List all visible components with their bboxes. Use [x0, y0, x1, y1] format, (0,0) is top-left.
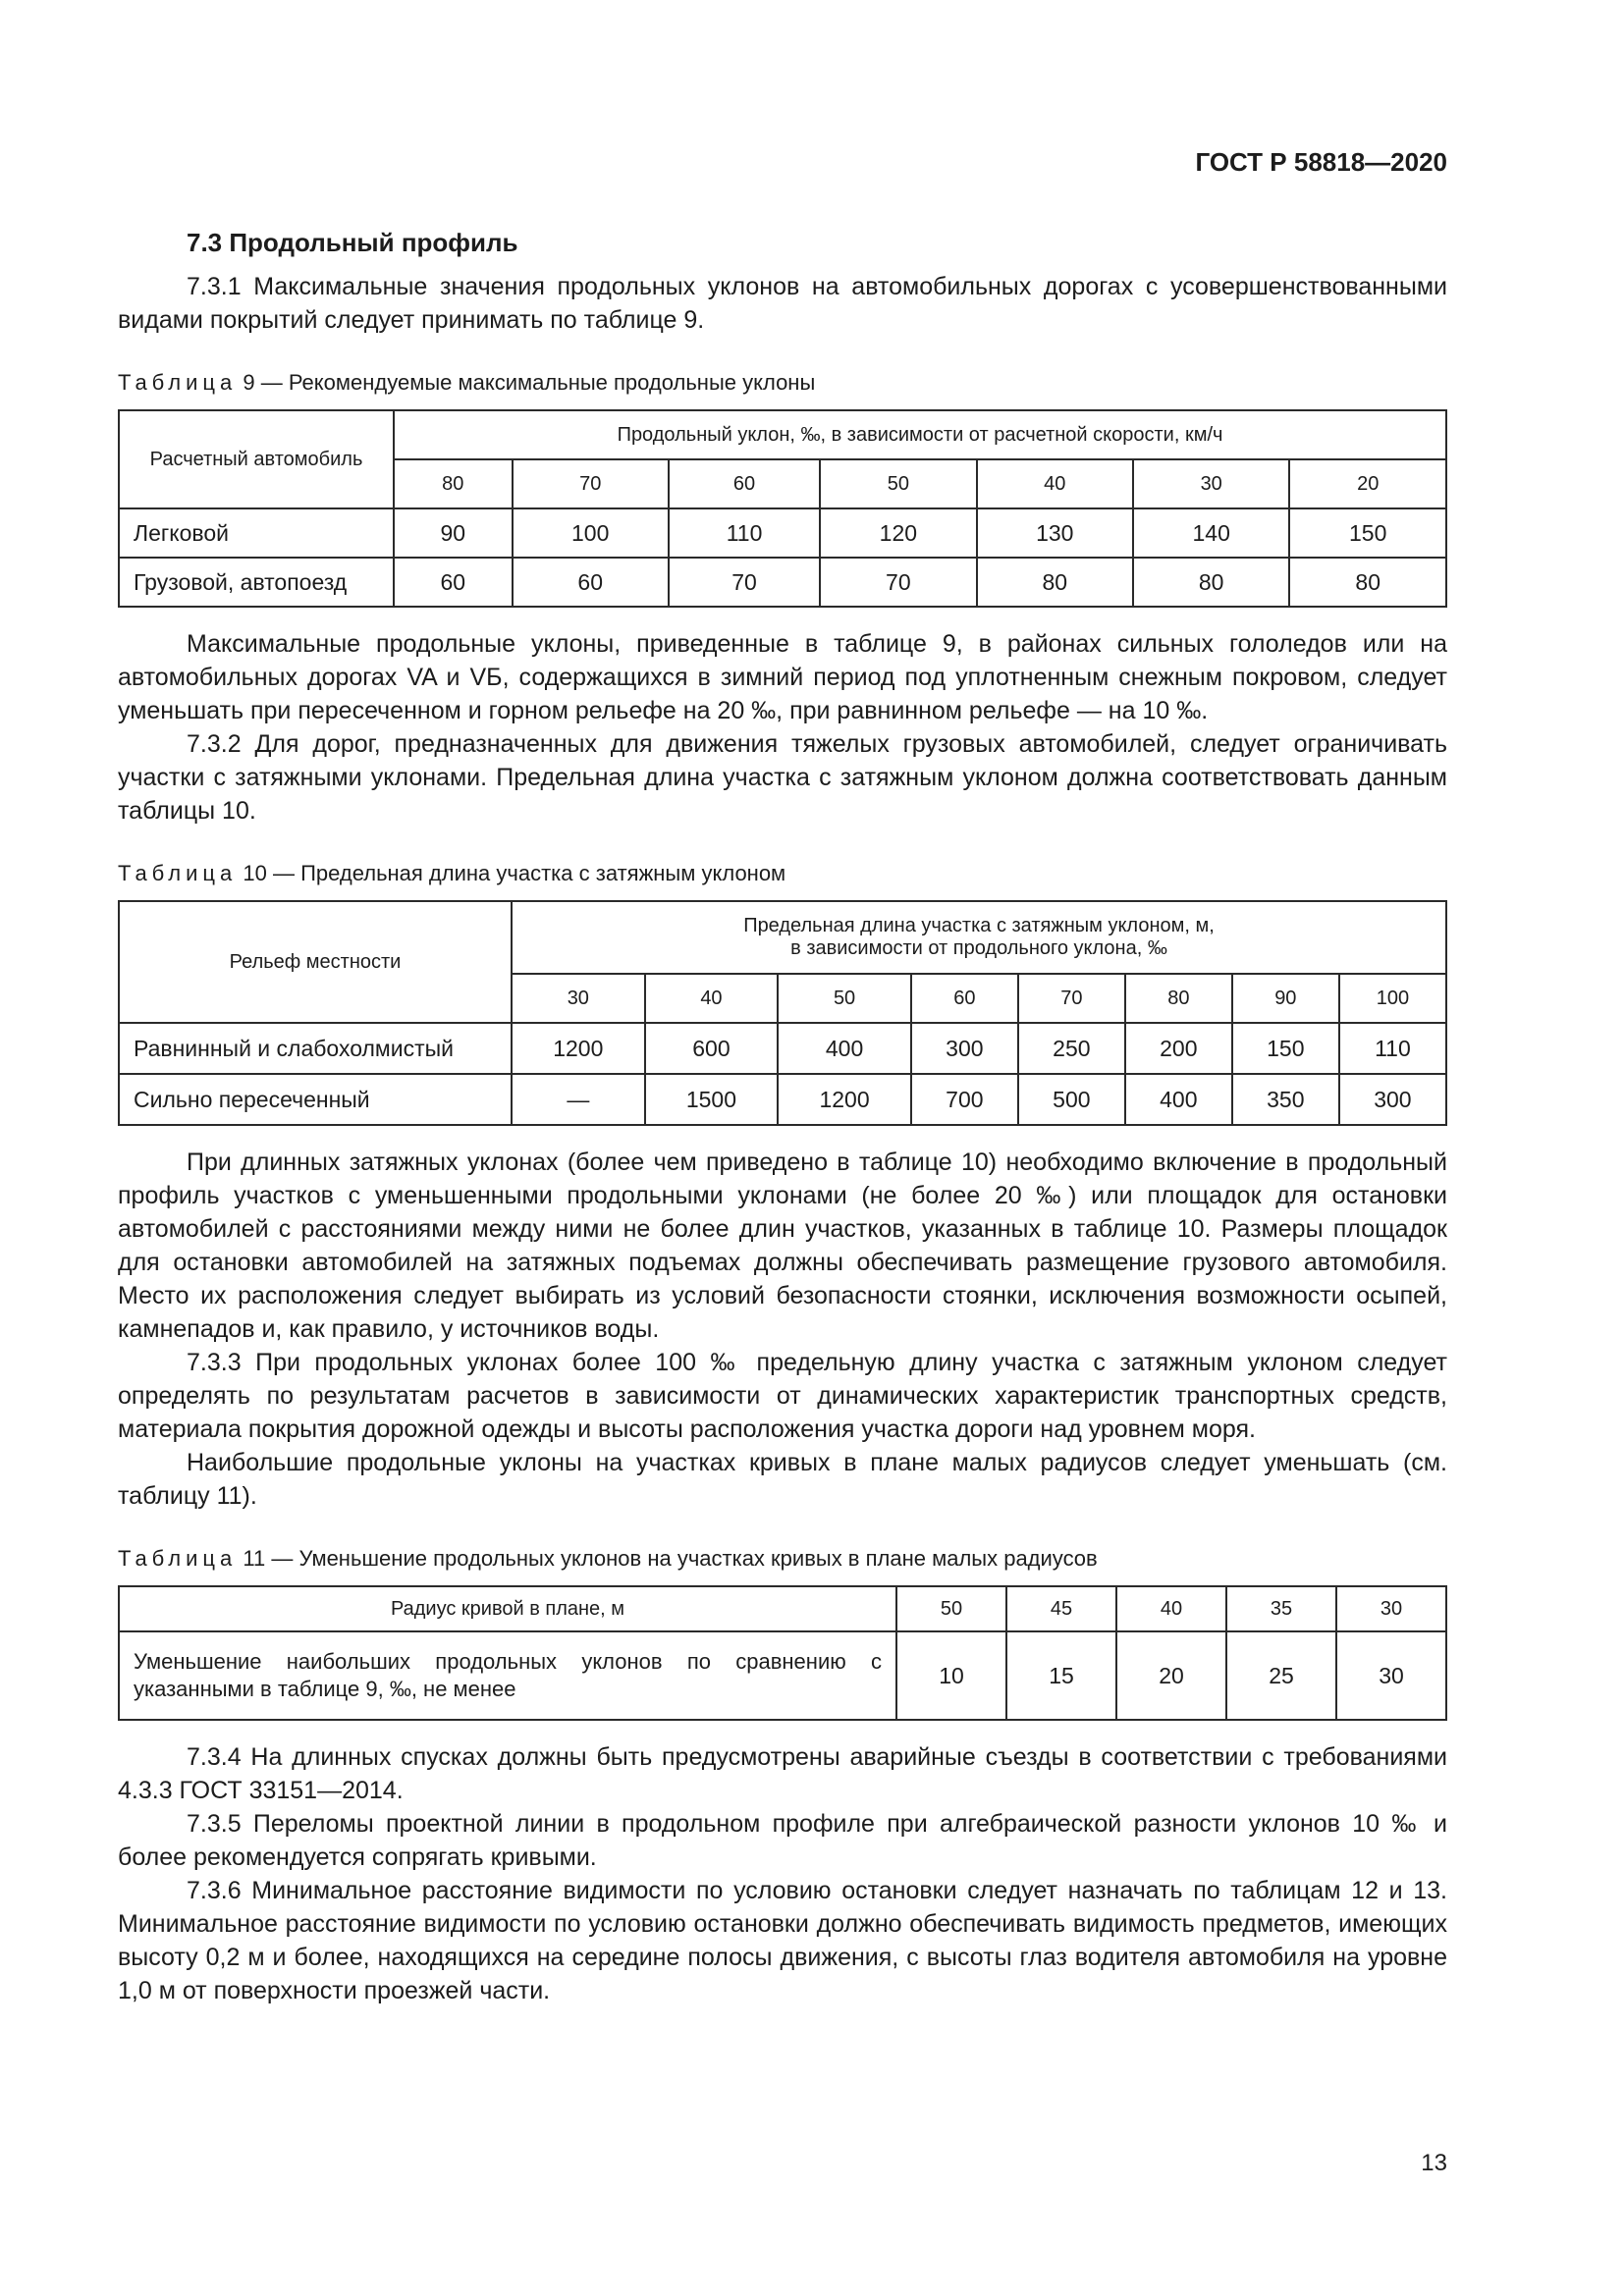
table-cell: 60 [513, 558, 669, 607]
table-10-row-label: Сильно пересеченный [119, 1074, 512, 1125]
table-9-row-label: Грузовой, автопоезд [119, 558, 394, 607]
table-9-col0-header: Расчетный автомобиль [119, 410, 394, 508]
table-10-grade-header: 90 [1232, 974, 1339, 1023]
table-11-radius-header: 50 [896, 1586, 1006, 1631]
table-9 [118, 409, 1447, 608]
table-cell: — [512, 1074, 645, 1125]
table-11-caption-label: Таблица [118, 1546, 238, 1571]
paragraph-7-3-5: 7.3.5 Переломы проектной линии в продольном профиле при алгебраической разности уклонов 10 ‰ и более рекомендуется сопрягать кривыми. [118, 1810, 1447, 1871]
paragraph-small-radius: Наибольшие продольные уклоны на участках кривых в плане малых радиусов следует уменьшать (см. таблицу 11). [118, 1449, 1447, 1510]
table-row [119, 508, 1446, 558]
table-cell: 30 [1336, 1631, 1446, 1720]
paragraph-7-3-3: 7.3.3 При продольных уклонах более 100 ‰ предельную длину участка с затяжным уклоном следует определять по результатам расчетов в зависимости от динамических характеристик транспортных средств, материала покрытия дорожной одежды и высоты расположения участка дороги над уровнем моря. [118, 1349, 1447, 1443]
table-9-speed-header: 20 [1289, 459, 1446, 508]
table-cell: 200 [1125, 1023, 1232, 1074]
table-cell: 80 [977, 558, 1133, 607]
table-11-radius-header: 40 [1116, 1586, 1226, 1631]
table-cell: 70 [820, 558, 976, 607]
table-cell: 600 [645, 1023, 779, 1074]
table-10-grade-header: 30 [512, 974, 645, 1023]
table-cell: 20 [1116, 1631, 1226, 1720]
table-10-caption-text: 10 — Предельная длина участка с затяжным уклоном [243, 861, 786, 885]
table-9-caption [118, 370, 1447, 396]
paragraph-7-3-6: 7.3.6 Минимальное расстояние видимости по условию остановки следует назначать по таблицам 12 и 13. Минимальное расстояние видимости по условию остановки должно обеспечивать видимость предметов, имеющих высоту 0,2 м и более, находящихся на середине полосы движения, с высоты глаз водителя автомобиля на уровне 1,0 м от поверхности проезжей части. [118, 1877, 1447, 2004]
table-cell: 120 [820, 508, 976, 558]
table-11-radius-header: 30 [1336, 1586, 1446, 1631]
table-9-caption-text: 9 — Рекомендуемые максимальные продольные уклоны [243, 370, 816, 395]
table-10-grade-header: 60 [911, 974, 1018, 1023]
table-11-radius-header: 45 [1006, 1586, 1116, 1631]
table-11 [118, 1585, 1447, 1721]
table-cell: 60 [394, 558, 513, 607]
table-cell: 300 [911, 1023, 1018, 1074]
table-cell: 110 [669, 508, 820, 558]
table-cell: 1200 [512, 1023, 645, 1074]
table-cell: 80 [1133, 558, 1289, 607]
table-cell: 90 [394, 508, 513, 558]
table-11-col0-header: Радиус кривой в плане, м [119, 1586, 896, 1631]
table-9-speed-header: 50 [820, 459, 976, 508]
table-row [119, 1631, 1446, 1720]
table-10-col0-header: Рельеф местности [119, 901, 512, 1023]
table-cell: 250 [1018, 1023, 1125, 1074]
table-10 [118, 900, 1447, 1126]
table-9-caption-label: Таблица [118, 370, 238, 395]
table-10-group-line1: Предельная длина участка с затяжным уклоном, м, [743, 915, 1215, 936]
table-10-grade-header: 40 [645, 974, 779, 1023]
table-9-group-header: Продольный уклон, ‰, в зависимости от расчетной скорости, км/ч [394, 410, 1446, 459]
table-10-grade-header: 50 [778, 974, 911, 1023]
table-11-caption-text: 11 — Уменьшение продольных уклонов на участках кривых в плане малых радиусов [243, 1546, 1098, 1571]
table-row [119, 1023, 1446, 1074]
table-cell: 1500 [645, 1074, 779, 1125]
document-header: ГОСТ Р 58818—2020 [1195, 147, 1447, 177]
table-cell: 140 [1133, 508, 1289, 558]
table-9-row-label: Легковой [119, 508, 394, 558]
table-cell: 100 [513, 508, 669, 558]
table-11-caption [118, 1546, 1447, 1572]
paragraph-7-3-2: 7.3.2 Для дорог, предназначенных для движения тяжелых грузовых автомобилей, следует ограничивать участки с затяжными уклонами. Предельная длина участка с затяжным уклоном должна соответствовать данным таблицы 10. [118, 730, 1447, 825]
section-title: 7.3 Продольный профиль [187, 228, 518, 257]
table-9-speed-header: 30 [1133, 459, 1289, 508]
table-row [119, 558, 1446, 607]
table-9-speed-header: 60 [669, 459, 820, 508]
table-cell: 1200 [778, 1074, 911, 1125]
table-cell: 10 [896, 1631, 1006, 1720]
table-10-grade-header: 70 [1018, 974, 1125, 1023]
page-content [118, 216, 1447, 2007]
table-cell: 80 [1289, 558, 1446, 607]
table-cell: 350 [1232, 1074, 1339, 1125]
table-9-speed-header: 70 [513, 459, 669, 508]
table-cell: 130 [977, 508, 1133, 558]
table-9-speed-header: 80 [394, 459, 513, 508]
table-10-caption [118, 861, 1447, 886]
table-10-caption-label: Таблица [118, 861, 238, 885]
table-10-group-line2: в зависимости от продольного уклона, ‰ [790, 937, 1167, 959]
table-10-grade-header: 100 [1339, 974, 1446, 1023]
table-10-grade-header: 80 [1125, 974, 1232, 1023]
table-10-row-label: Равнинный и слабохолмистый [119, 1023, 512, 1074]
paragraph-7-3-4: 7.3.4 На длинных спусках должны быть предусмотрены аварийные съезды в соответствии с требованиями 4.3.3 ГОСТ 33151—2014. [118, 1743, 1447, 1804]
table-cell: 150 [1289, 508, 1446, 558]
table-11-radius-header: 35 [1226, 1586, 1336, 1631]
table-cell: 70 [669, 558, 820, 607]
table-11-row-label: Уменьшение наибольших продольных уклонов по сравнению с указанными в таблице 9, ‰, не менее [119, 1631, 896, 1720]
table-cell: 300 [1339, 1074, 1446, 1125]
table-10-group-header [512, 901, 1446, 974]
table-cell: 700 [911, 1074, 1018, 1125]
table-cell: 15 [1006, 1631, 1116, 1720]
paragraph-7-3-1: 7.3.1 Максимальные значения продольных уклонов на автомобильных дорогах с усовершенствованными видами покрытий следует принимать по таблице 9. [118, 273, 1447, 334]
table-row [119, 1074, 1446, 1125]
table-cell: 25 [1226, 1631, 1336, 1720]
table-9-speed-header: 40 [977, 459, 1133, 508]
paragraph-max-grades: Максимальные продольные уклоны, приведенные в таблице 9, в районах сильных гололедов или на автомобильных дорогах VA и VБ, содержащихся в зимний период под уплотненным снежным покровом, следует уменьшать при пересеченном и горном рельефе на 20 ‰, при равнинном рельефе — на 10 ‰. [118, 630, 1447, 724]
paragraph-long-grades: При длинных затяжных уклонах (более чем приведено в таблице 10) необходимо включение в продольный профиль участков с уменьшенными продольными уклонами (не более 20 ‰) или площадок для остановки автомобилей с расстояниями между ними не более длин участков, указанных в таблице 10. Размеры площадок для остановки автомобилей на затяжных подъемах должны обеспечивать размещение грузового автомобиля. Место их расположения следует выбирать из условий безопасности стоянки, исключения возможности осыпей, камнепадов и, как правило, у источников воды. [118, 1148, 1447, 1343]
table-cell: 500 [1018, 1074, 1125, 1125]
table-cell: 400 [1125, 1074, 1232, 1125]
table-cell: 400 [778, 1023, 911, 1074]
page-number: 13 [1421, 2150, 1447, 2176]
table-cell: 110 [1339, 1023, 1446, 1074]
table-cell: 150 [1232, 1023, 1339, 1074]
